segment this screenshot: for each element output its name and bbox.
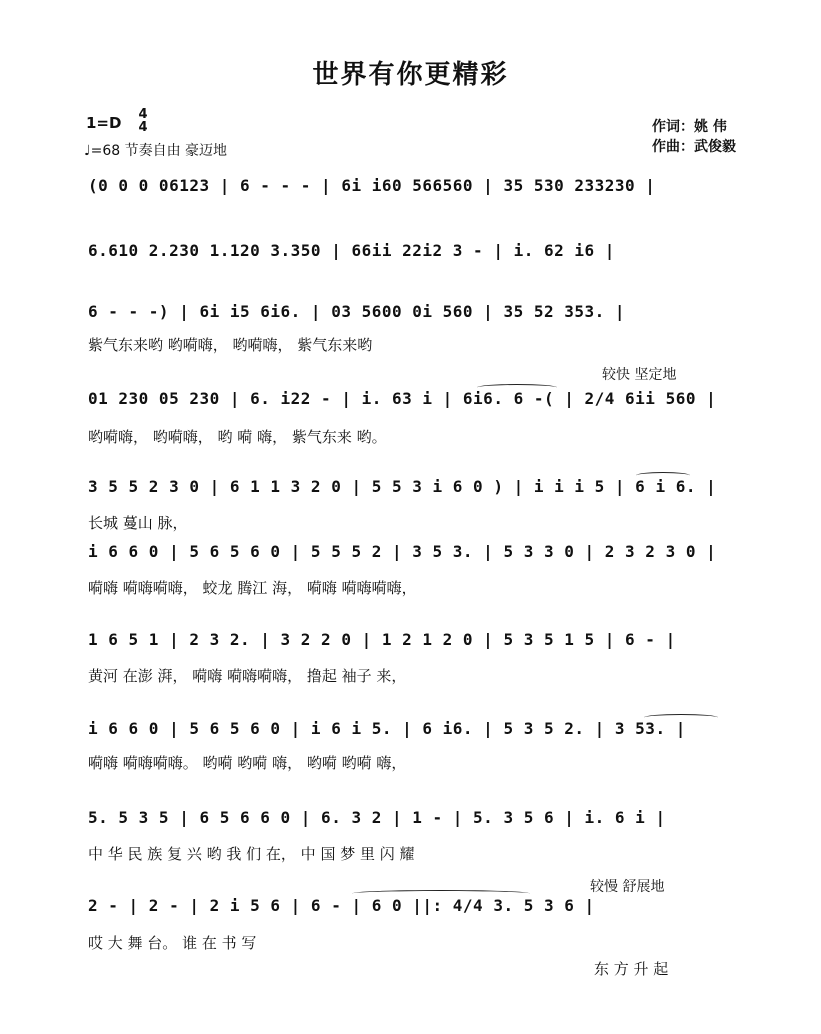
lyric-row: 黄河 在澎 湃， 嗬嗨 嗬嗨嗬嗨， 撸起 袖子 来，	[88, 667, 407, 685]
slur-mark	[636, 472, 690, 479]
song-title: 世界有你更精彩	[312, 60, 509, 90]
notation-row: 2 - | 2 - | 2 i 5 6 | 6 - | 6 0 ||: 4/4 3. 5 3 6 |	[88, 896, 595, 915]
time-signature-bottom: 4	[138, 120, 148, 135]
lyric-row: 哟嗬嗨， 哟嗬嗨， 哟 嗬 嗨， 紫气东来 哟。	[88, 428, 387, 446]
composer: 作曲：武俊毅	[652, 139, 736, 155]
notation-row: 6.610 2.230 1.120 3.350 | 66ii 22i2 3 - | i. 62 i6 |	[88, 241, 615, 260]
lyric-row-second-verse: 东 方 升 起	[594, 960, 669, 978]
tempo-change-slower: 较慢 舒展地	[590, 879, 665, 895]
lyric-row: 嗬嗨 嗬嗨嗬嗨。 哟嗬 哟嗬 嗨， 哟嗬 哟嗬 嗨，	[88, 754, 407, 772]
key-signature: 1=D	[86, 114, 122, 132]
lyric-row: 嗬嗨 嗬嗨嗬嗨， 蛟龙 腾江 海， 嗬嗨 嗬嗨嗬嗨，	[88, 579, 417, 597]
tempo-marking: ♩=68 节奏自由 豪迈地	[84, 143, 228, 159]
lyricist: 作词：姚 伟	[652, 119, 727, 135]
notation-row: 01 230 05 230 | 6. i22 - | i. 63 i | 6i6. 6 -( | 2/4 6ii 560 |	[88, 389, 717, 408]
slur-mark	[352, 890, 530, 897]
notation-row: 5. 5 3 5 | 6 5 6 6 0 | 6. 3 2 | 1 - | 5. 3 5 6 | i. 6 i |	[88, 808, 666, 827]
notation-row: 3 5 5 2 3 0 | 6 1 1 3 2 0 | 5 5 3 i 6 0 ) | i i i 5 | 6 i 6. |	[88, 477, 717, 496]
slur-mark	[644, 714, 718, 721]
lyric-row: 中 华 民 族 复 兴 哟 我 们 在， 中 国 梦 里 闪 耀	[88, 845, 415, 863]
lyric-row: 哎 大 舞 台。 谁 在 书 写	[88, 934, 257, 952]
notation-row: (0 0 0 06123 | 6 - - - | 6i i60 566560 | 35 530 233230 |	[88, 176, 656, 195]
notation-row: i 6 6 0 | 5 6 5 6 0 | i 6 i 5. | 6 i6. | 5 3 5 2. | 3 53. |	[88, 719, 686, 738]
time-signature	[136, 108, 150, 134]
lyric-row: 长城 蔓山 脉，	[88, 514, 188, 532]
notation-row: i 6 6 0 | 5 6 5 6 0 | 5 5 5 2 | 3 5 3. | 5 3 3 0 | 2 3 2 3 0 |	[88, 542, 717, 561]
time-signature-top: 4	[138, 107, 148, 122]
lyric-row: 紫气东来哟 哟嗬嗨， 哟嗬嗨， 紫气东来哟	[88, 336, 373, 354]
tempo-change-faster: 较快 坚定地	[602, 367, 677, 383]
slur-mark	[477, 384, 557, 391]
notation-row: 6 - - -) | 6i i5 6i6. | 03 5600 0i 560 | 35 52 353. |	[88, 302, 626, 321]
notation-row: 1 6 5 1 | 2 3 2. | 3 2 2 0 | 1 2 1 2 0 | 5 3 5 1 5 | 6 - |	[88, 630, 676, 649]
